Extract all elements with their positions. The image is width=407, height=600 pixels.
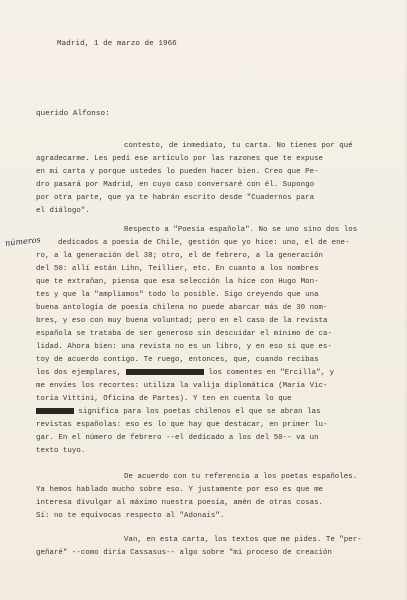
letter-date: Madrid, 1 de marzo de 1966 [57, 40, 177, 48]
text-line: buena antología de poesía chilena no puede abarcar más de 30 nom- [36, 304, 328, 312]
text-line: gar. En el número de febrero --el dedicado a los del 50-- va un [36, 434, 319, 442]
text-line [36, 368, 334, 378]
text-line: dedicados a poesía de Chile, gestión que yo hice: uno, el de ene- [58, 239, 350, 247]
handwritten-margin-note: números [4, 235, 42, 248]
text-line: toria Vittini, Oficina de Partes). Y ten en cuenta lo que [36, 395, 292, 403]
text-line: me envíes los recortes: utiliza la valija diplomática (María Vic- [36, 382, 328, 390]
text-line: geñaré" --como diría Cassasus-- algo sobre "mi proceso de creación [36, 549, 333, 557]
text-line: Respecto a "Poesía española". No se uno sino dos los [124, 226, 358, 234]
text-line: dro pasará por Madrid, en cuyo caso conversaré con él. Supongo [36, 181, 315, 189]
text-line: ro, a la generación del 38; otro, el de febrero, a la generación [36, 252, 324, 260]
text-line: el diálogo". [36, 207, 90, 215]
text-segment: los dos ejemplares, [36, 369, 122, 377]
text-line: bres, y eso con muy buena voluntad; pero en el caso de la revista [36, 317, 328, 325]
text-line: lidad. Ahora bien: una revista no es un libro, y en eso sí que es- [36, 343, 333, 351]
text-line: De acuerdo con tu referencia a los poetas españoles. [124, 473, 358, 481]
text-line: texto tuyo. [36, 447, 86, 455]
text-line: que te extrañan, piensa que esa selección la hice con Hugo Mon- [36, 278, 319, 286]
text-line [36, 407, 321, 417]
text-line: contesto, de inmediato, tu carta. No tienes por qué [124, 142, 353, 150]
struck-out-text [126, 369, 204, 375]
text-line: por otra parte, que ya te habrán escrito desde "Cuadernos para [36, 194, 315, 202]
text-segment: los comentes en "Ercilla", y [208, 369, 335, 377]
text-line: interesa divulgar al máximo nuestra poesía, amén de otras cosas. [36, 499, 324, 507]
text-line: Ya hemos hablado mucho sobre eso. Y justamente por eso es que me [36, 486, 324, 494]
text-line: del 50: allí están Lihn, Teillier, etc. En cuanto a los nombres [36, 265, 319, 273]
text-segment: significa para los poetas chilenos el que se abran las [78, 408, 321, 416]
text-line: toy de acuerdo contigo. Te ruego, entonces, que, cuando recibas [36, 356, 319, 364]
text-line: española se trataba de ser generoso sin descuidar el mínimo de ca- [36, 330, 333, 338]
text-line: agradecarme. Les pedí ese artículo por las razones que te expuse [36, 155, 324, 163]
struck-out-text [36, 408, 74, 414]
text-line: en mi carta y porque ustedes lo pueden hacer bien. Creo que Pe- [36, 168, 319, 176]
letter-salutation: querido Alfonso: [36, 110, 110, 118]
text-line: revistas españolas: eso es lo que hay que destacar, en primer lu- [36, 421, 328, 429]
text-line: Sí: no te equivocas respecto al "Adonais". [36, 512, 225, 520]
text-line: tes y que la "ampliamos" todo lo posible. Sigo creyendo que una [36, 291, 319, 299]
text-line: Van, en esta carta, los textos que me pides. Te "per- [124, 536, 362, 544]
